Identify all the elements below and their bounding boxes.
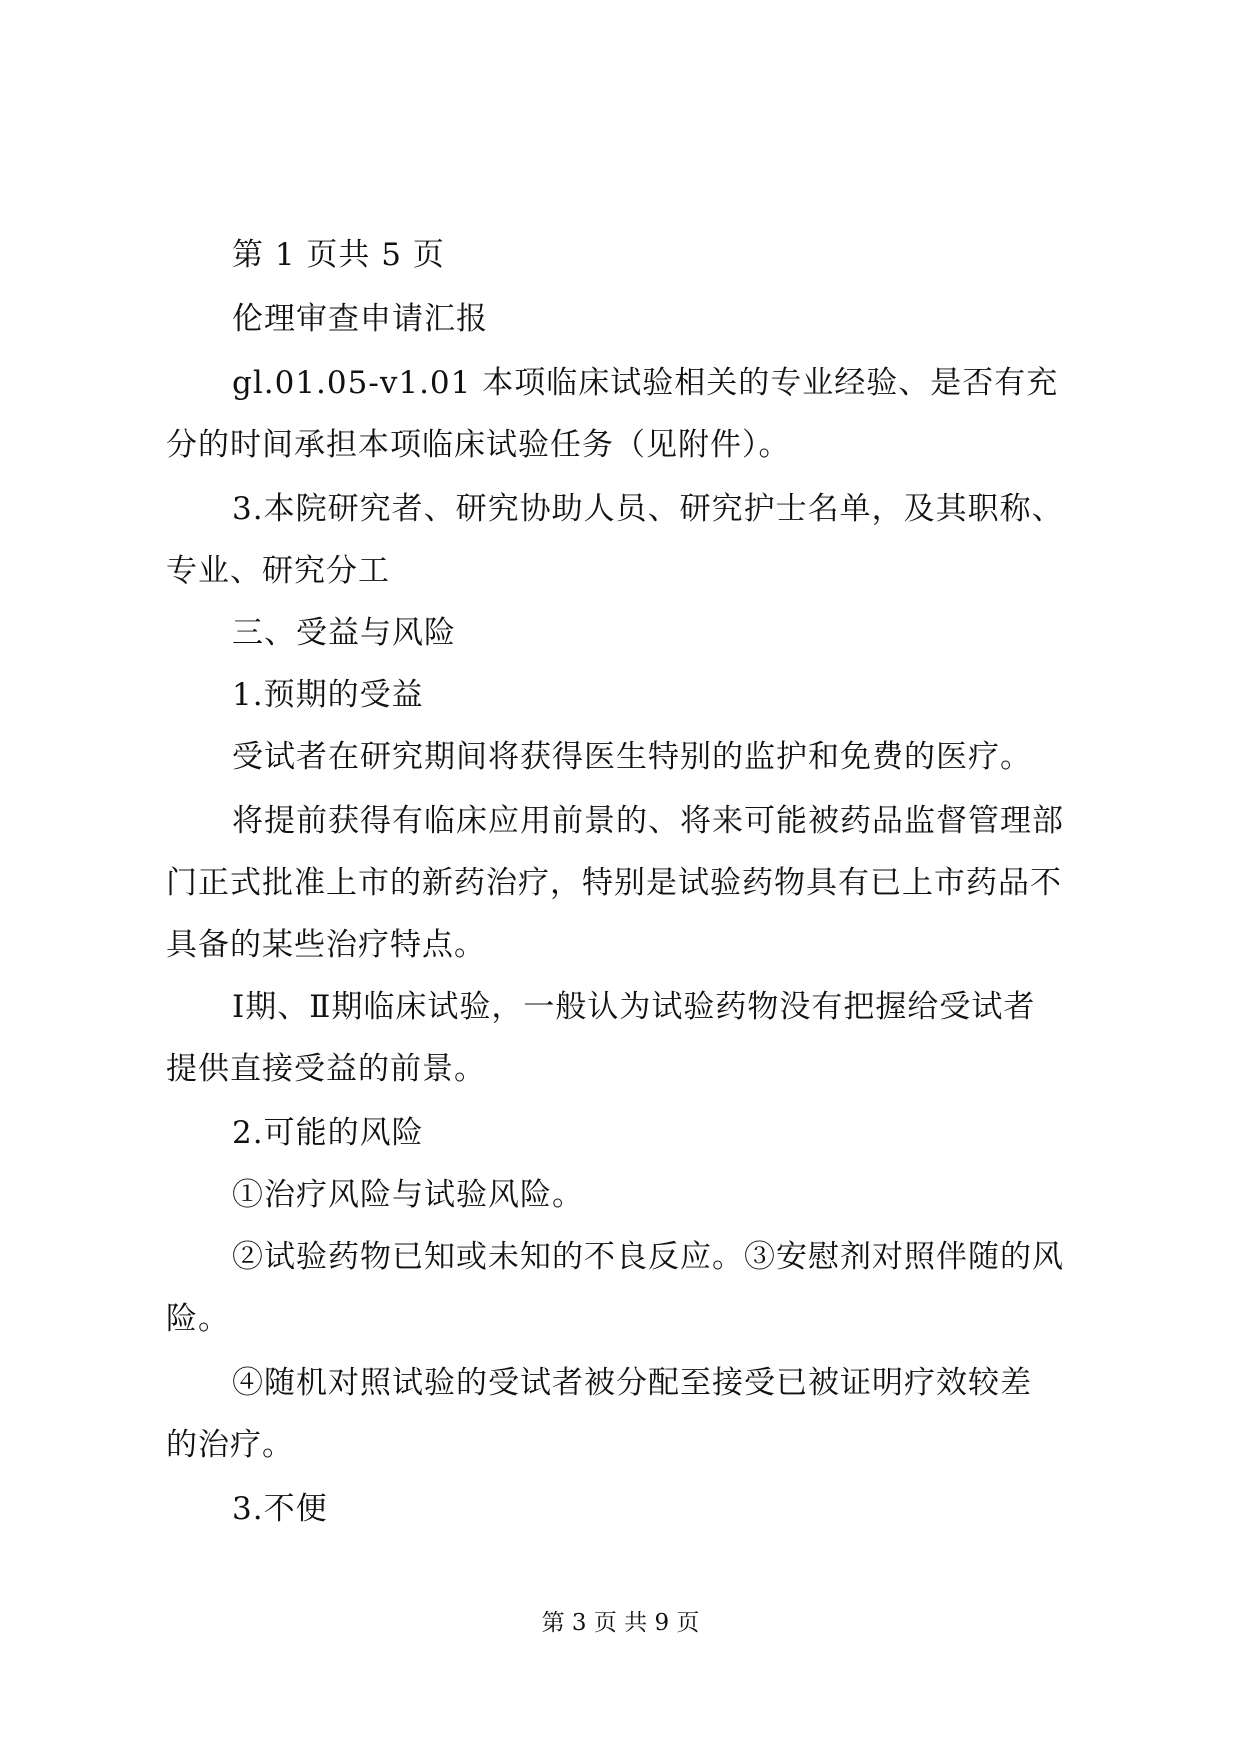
paragraph-line: ①治疗风险与试验风险。	[232, 1177, 584, 1213]
paragraph-line: gl.01.05-v1.01 本项临床试验相关的专业经验、是否有充	[232, 365, 1059, 401]
paragraph-line: 分的时间承担本项临床试验任务（见附件）。	[166, 427, 791, 463]
paragraph-line: ②试验药物已知或未知的不良反应。③安慰剂对照伴随的风	[232, 1239, 1064, 1275]
paragraph-line: 提供直接受益的前景。	[166, 1051, 486, 1087]
page-footer: 第 3 页 共 9 页	[541, 1610, 700, 1636]
paragraph-line: 险。	[166, 1301, 230, 1337]
paragraph-line: 受试者在研究期间将获得医生特别的监护和免费的医疗。	[232, 739, 1032, 775]
paragraph-line: Ⅰ期、Ⅱ期临床试验，一般认为试验药物没有把握给受试者	[232, 989, 1036, 1025]
section-heading: 三、受益与风险	[232, 615, 456, 651]
subsection-heading: 2.可能的风险	[232, 1115, 424, 1151]
subsection-heading: 3.不便	[232, 1491, 328, 1527]
paragraph-line: 专业、研究分工	[166, 553, 390, 589]
paragraph-line: 的治疗。	[166, 1427, 294, 1463]
paragraph-line: ④随机对照试验的受试者被分配至接受已被证明疗效较差	[232, 1365, 1032, 1401]
paragraph-line: 具备的某些治疗特点。	[166, 927, 486, 963]
subsection-heading: 1.预期的受益	[232, 677, 424, 713]
paragraph-line: 门正式批准上市的新药治疗，特别是试验药物具有已上市药品不	[166, 865, 1062, 901]
paragraph-line: 3.本院研究者、研究协助人员、研究护士名单，及其职称、	[232, 491, 1064, 527]
document-title: 伦理审查申请汇报	[232, 301, 488, 337]
embedded-page-number: 第 1 页共 5 页	[232, 237, 445, 273]
paragraph-line: 将提前获得有临床应用前景的、将来可能被药品监督管理部	[232, 803, 1064, 839]
